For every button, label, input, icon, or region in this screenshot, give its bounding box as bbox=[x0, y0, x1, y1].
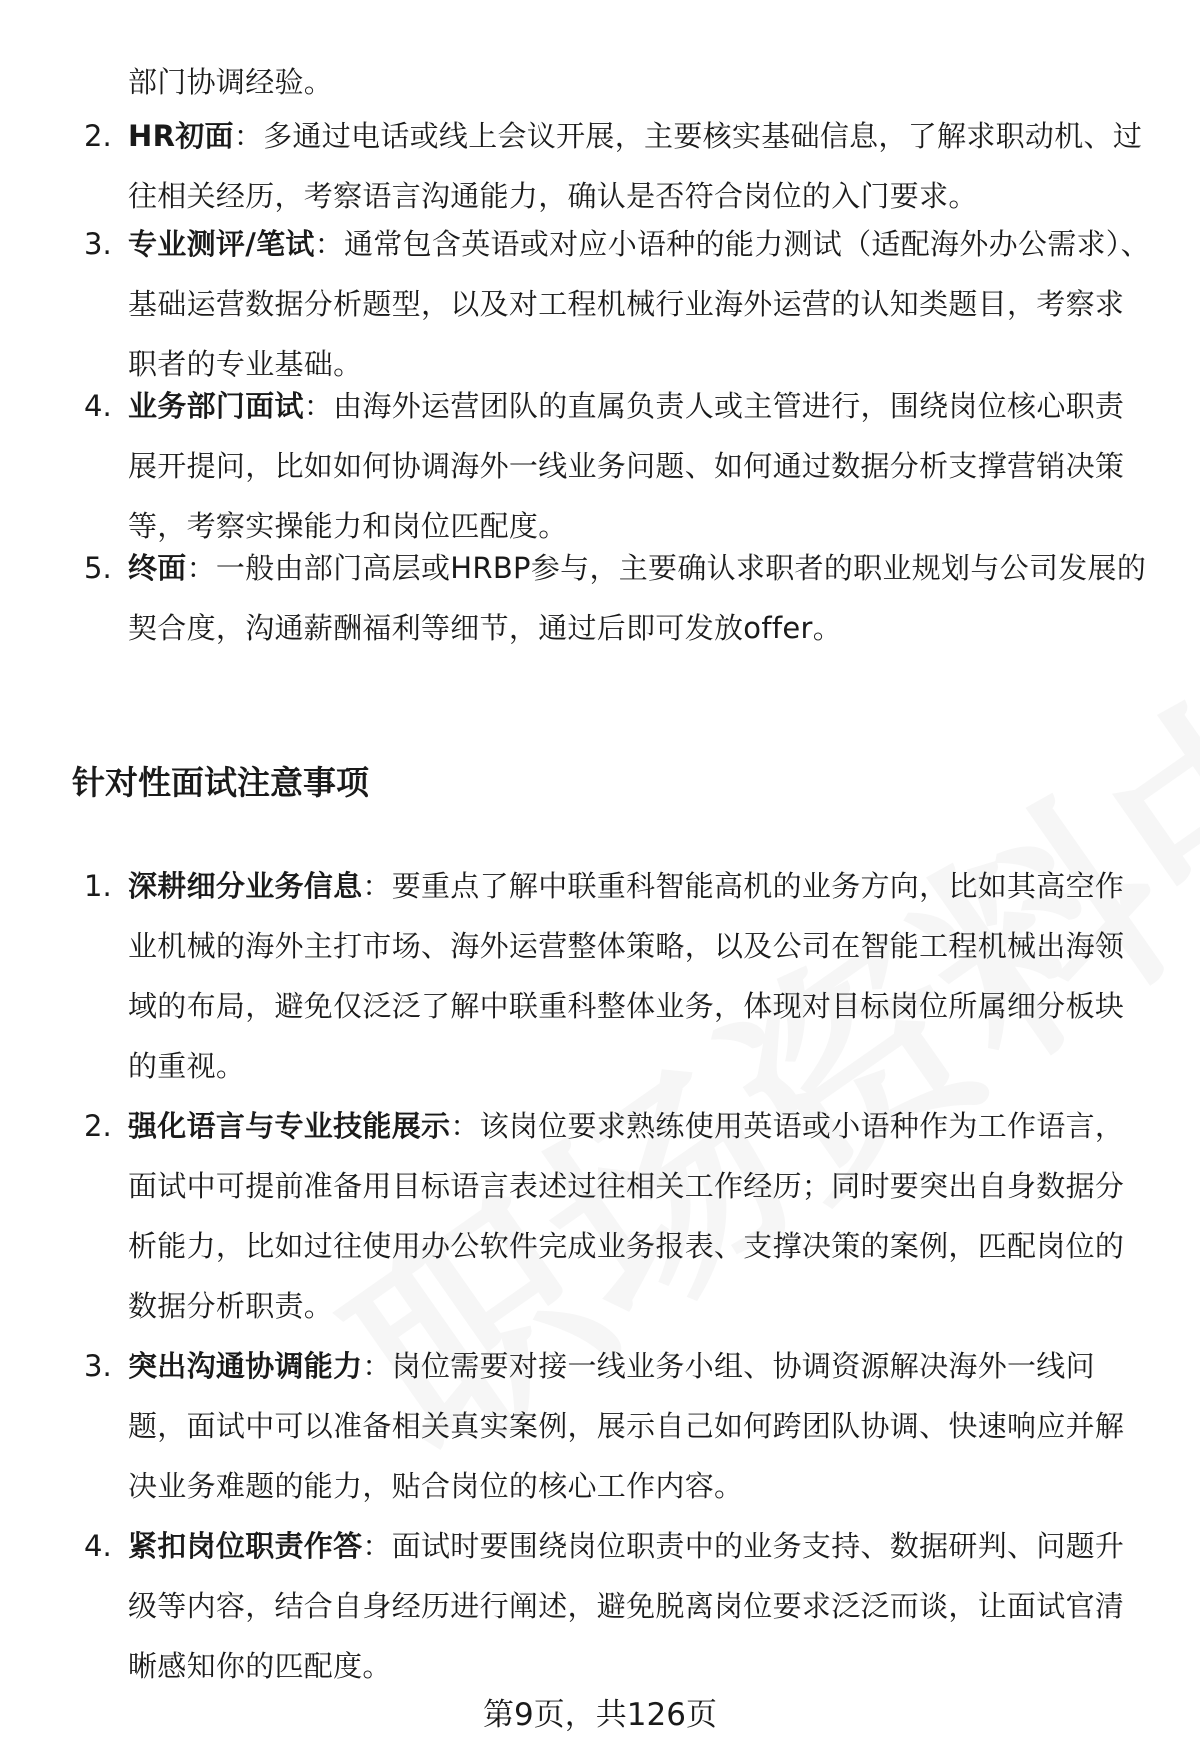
list-number: 3. bbox=[84, 1349, 112, 1383]
list-item-body: ：岗位需要对接一线业务小组、协调资源解决海外一线问题，面试中可以准备相关真实案例，展示自己如何跨团队协调、快速响应并解决业务难题的能力，贴合岗位的核心工作内容。 bbox=[128, 1349, 1125, 1503]
list-item-text bbox=[128, 376, 1152, 556]
list-item-body: ：面试时要围绕岗位职责中的业务支持、数据研判、问题升级等内容，结合自身经历进行阐述，避免脱离岗位要求泛泛而谈，让面试官清晰感知你的匹配度。 bbox=[128, 1529, 1125, 1683]
list-item-body: ：该岗位要求熟练使用英语或小语种作为工作语言，面试中可提前准备用目标语言表述过往相关工作经历；同时要突出自身数据分析能力，比如过往使用办公软件完成业务报表、支撑决策的案例，匹配岗位的数据分析职责。 bbox=[128, 1109, 1125, 1323]
list-item bbox=[72, 376, 1152, 556]
section-heading: 针对性面试注意事项 bbox=[72, 763, 369, 802]
list-item-text: 部门协调经验。 bbox=[128, 65, 334, 99]
list-item-body: ：由海外运营团队的直属负责人或主管进行，围绕岗位核心职责展开提问，比如如何协调海外一线业务问题、如何通过数据分析支撑营销决策等，考察实操能力和岗位匹配度。 bbox=[128, 389, 1125, 543]
list-item-text bbox=[128, 214, 1152, 394]
list-item-text bbox=[128, 1516, 1152, 1696]
list-item bbox=[72, 106, 1152, 226]
list-item-title: 业务部门面试 bbox=[128, 389, 304, 423]
list-number: 1. bbox=[84, 869, 112, 903]
page-number: 第9页，共126页 bbox=[483, 1697, 717, 1733]
list-item-body: ：通常包含英语或对应小语种的能力测试（适配海外办公需求）、基础运营数据分析题型，以及对工程机械行业海外运营的认知类题目，考察求职者的专业基础。 bbox=[128, 227, 1150, 381]
list-item bbox=[72, 856, 1152, 1096]
list-item bbox=[72, 1516, 1152, 1696]
list-number: 4. bbox=[84, 1529, 112, 1563]
list-number: 5. bbox=[84, 551, 112, 585]
list-item-text bbox=[128, 106, 1152, 226]
list-item-title: HR初面 bbox=[128, 119, 234, 153]
list-number: 4. bbox=[84, 389, 112, 423]
list-item-title: 突出沟通协调能力 bbox=[128, 1349, 363, 1383]
list-item-text bbox=[128, 856, 1152, 1096]
list-item-title: 终面 bbox=[128, 551, 187, 585]
list-item-continuation bbox=[72, 52, 1152, 112]
list-item-body: ：要重点了解中联重科智能高机的业务方向，比如其高空作业机械的海外主打市场、海外运营整体策略，以及公司在智能工程机械出海领域的布局，避免仅泛泛了解中联重科整体业务，体现对目标岗位所属细分板块的重视。 bbox=[128, 869, 1125, 1083]
list-item bbox=[72, 1096, 1152, 1336]
list-item-title: 紧扣岗位职责作答 bbox=[128, 1529, 363, 1563]
list-item bbox=[72, 1336, 1152, 1516]
list-number: 2. bbox=[84, 1109, 112, 1143]
list-item-title: 专业测评/笔试 bbox=[128, 227, 315, 261]
list-item-title: 深耕细分业务信息 bbox=[128, 869, 363, 903]
list-item-body: ：多通过电话或线上会议开展，主要核实基础信息，了解求职动机、过往相关经历，考察语言沟通能力，确认是否符合岗位的入门要求。 bbox=[128, 119, 1143, 213]
list-number: 3. bbox=[84, 227, 112, 261]
list-number: 2. bbox=[84, 119, 112, 153]
list-item bbox=[72, 214, 1152, 394]
list-item-title: 强化语言与专业技能展示 bbox=[128, 1109, 451, 1143]
list-item-text bbox=[128, 1096, 1152, 1336]
list-item-body: ：一般由部门高层或HRBP参与，主要确认求职者的职业规划与公司发展的契合度，沟通薪酬福利等细节，通过后即可发放offer。 bbox=[128, 551, 1147, 645]
list-item-text bbox=[128, 1336, 1152, 1516]
list-item bbox=[72, 538, 1152, 658]
list-item-text bbox=[128, 538, 1152, 658]
